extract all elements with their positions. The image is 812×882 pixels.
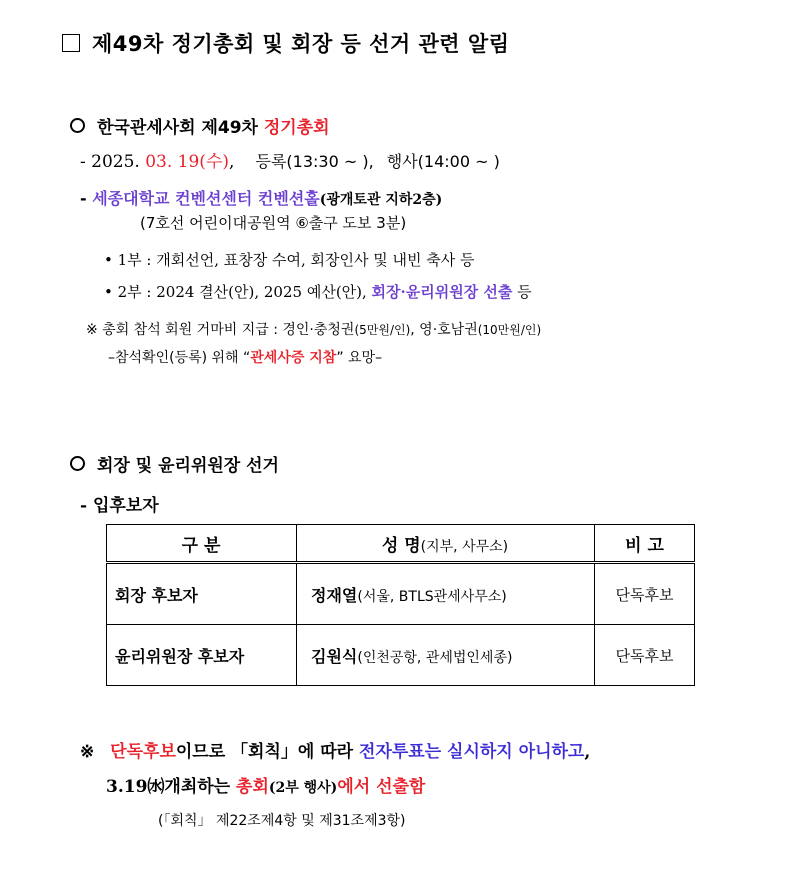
header-name: 성 명(지부, 사무소) <box>297 525 595 563</box>
meeting-venue-line: - 세종대학교 컨벤션센터 컨벤션홀(광개토관 지하2층) <box>80 189 443 208</box>
candidate-role: 윤리위원장 후보자 <box>107 625 297 686</box>
program-part2: • 2부 : 2024 결산(안), 2025 예산(안), 회장·윤리위원장 선출 등 <box>104 283 532 301</box>
table-row <box>107 563 695 625</box>
table-row <box>107 625 695 686</box>
election-heading: 회장 및 윤리위원장 선거 <box>70 451 279 476</box>
header-remark: 비 고 <box>595 525 695 563</box>
page-title: 제49차 정기총회 및 회장 등 선거 관련 알림 <box>62 28 509 58</box>
candidate-table <box>106 524 695 686</box>
meeting-heading: 한국관세사회 제49차 정기총회 <box>70 113 330 138</box>
table-header-row <box>107 525 695 563</box>
program-part1: • 1부 : 개회선언, 표창장 수여, 회장인사 및 내빈 축사 등 <box>104 251 475 269</box>
candidate-name-cell: 정재열(서울, BTLS관세사무소) <box>297 563 595 625</box>
candidate-remark: 단독후보 <box>595 563 695 625</box>
allowance-note: ※ 총회 참석 회원 거마비 지급 : 경인·충청권(5만원/인), 영·호남권(10만원/인) <box>86 322 542 338</box>
square-bullet-icon <box>62 34 80 52</box>
meeting-date-line: - 2025. 03. 19(수), 등록(13:30 ~ ), 행사(14:00 ~ ) <box>80 152 500 172</box>
candidates-subheading: - 입후보자 <box>80 496 159 516</box>
header-category: 구 분 <box>107 525 297 563</box>
bylaw-reference: (「회칙」 제22조제4항 및 제31조제3항) <box>158 813 406 829</box>
notice-line-2: 3.19㈬개최하는 총회(2부 행사)에서 선출함 <box>106 777 426 797</box>
attendance-note: –참석확인(등록) 위해 “관세사증 지참” 요망– <box>108 350 383 366</box>
candidate-role: 회장 후보자 <box>107 563 297 625</box>
circle-bullet-icon <box>70 456 85 471</box>
candidate-remark: 단독후보 <box>595 625 695 686</box>
notice-line-1: ※ 단독후보이므로 「회칙」에 따라 전자투표는 실시하지 아니하고, <box>80 742 591 762</box>
circle-bullet-icon <box>70 118 85 133</box>
meeting-directions: (7호선 어린이대공원역 ⑥출구 도보 3분) <box>140 214 407 232</box>
candidate-name-cell: 김원식(인천공항, 관세법인세종) <box>297 625 595 686</box>
